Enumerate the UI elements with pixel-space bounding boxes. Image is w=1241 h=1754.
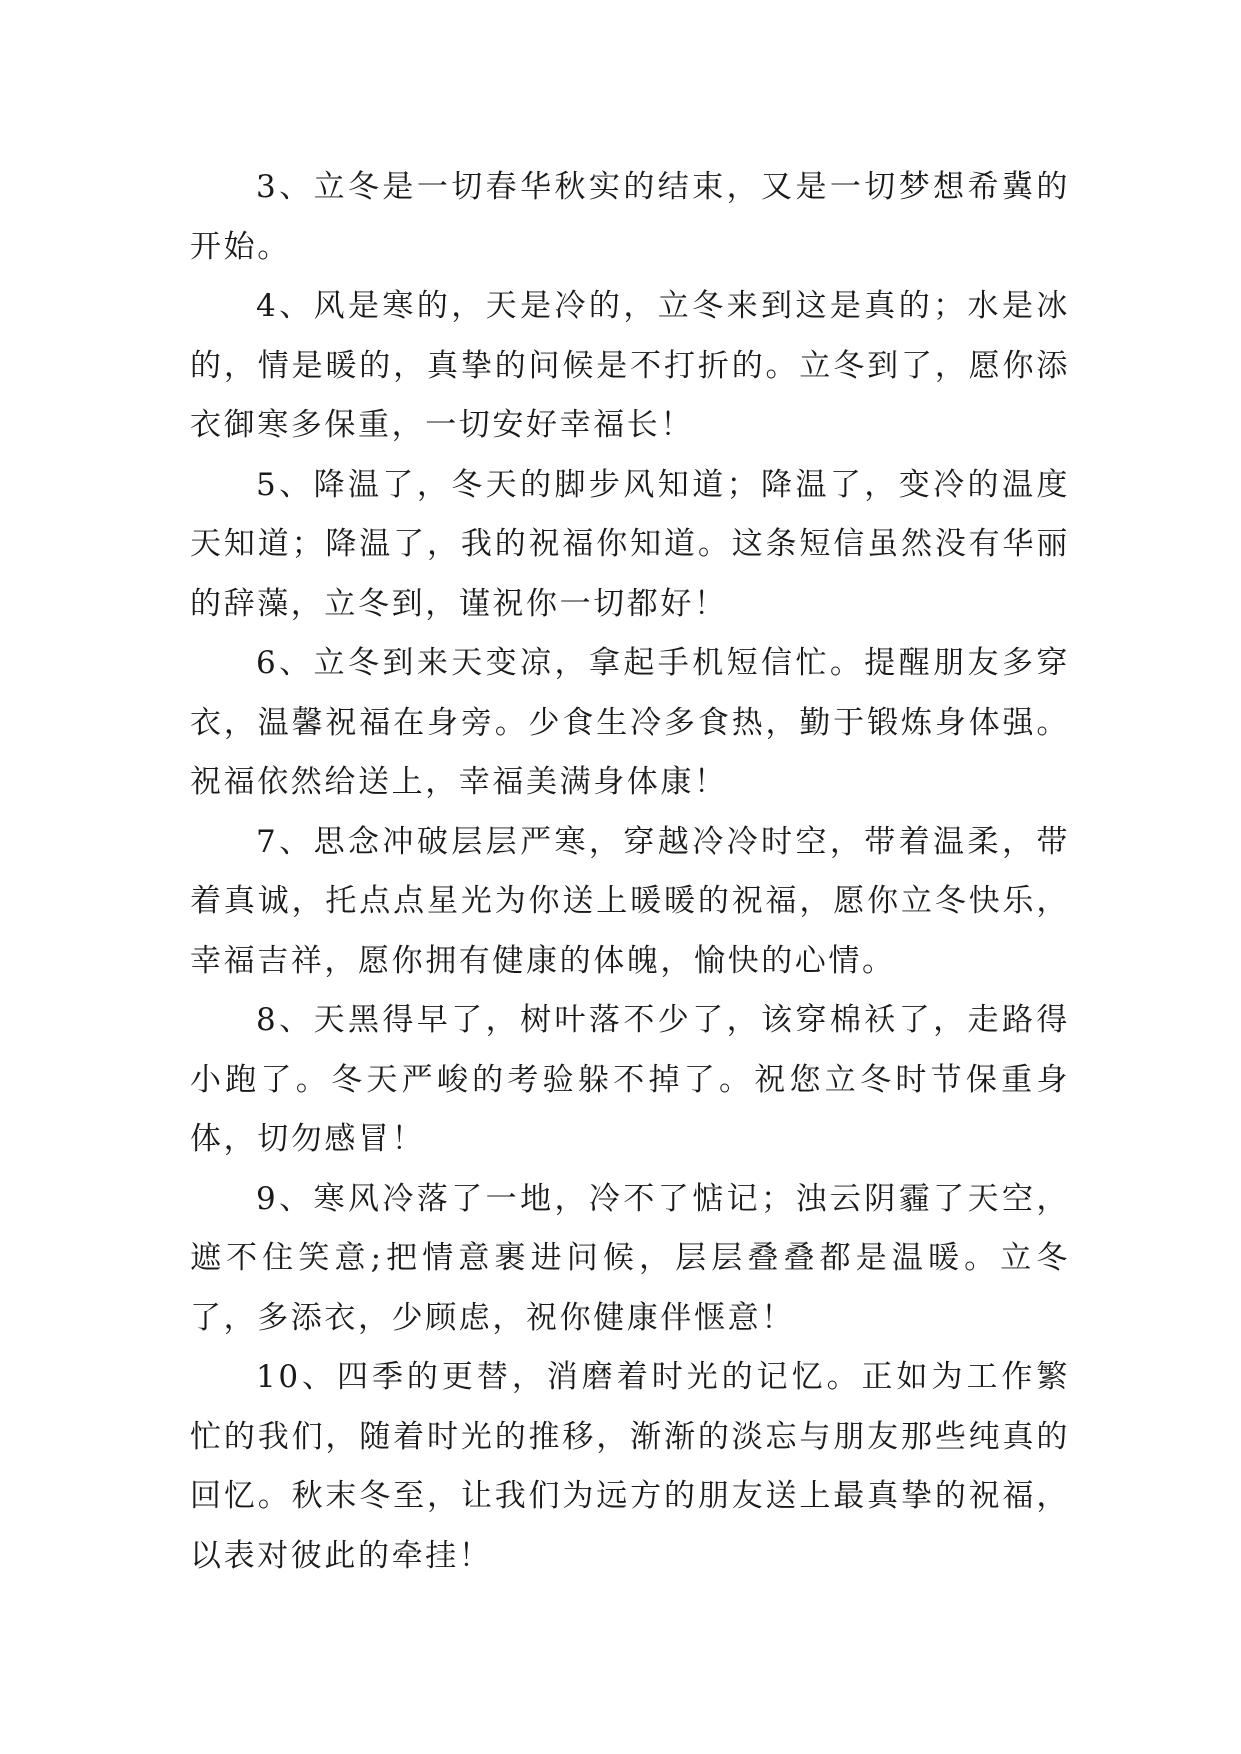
paragraph-3: 3、立冬是一切春华秋实的结束，又是一切梦想希冀的开始。 [190,169,1070,265]
paragraph-10: 10、四季的更替，消磨着时光的记忆。正如为工作繁忙的我们，随着时光的推移，渐渐的淡忘与朋友那些纯真的回忆。秋末冬至，让我们为远方的朋友送上最真挚的祝福，以表对彼此的牵挂！ [190,1359,1070,1574]
paragraph-7: 7、思念冲破层层严寒，穿越冷冷时空，带着温柔，带着真诚，托点点星光为你送上暖暖的祝福，愿你立冬快乐，幸福吉祥，愿你拥有健康的体魄，愉快的心情。 [190,823,1070,979]
paragraph-9: 9、寒风冷落了一地，冷不了惦记；浊云阴霾了天空，遮不住笑意;把情意裹进问候，层层叠叠都是温暖。立冬了，多添衣，少顾虑，祝你健康伴惬意！ [190,1180,1070,1336]
paragraph-4: 4、风是寒的，天是冷的，立冬来到这是真的；水是冰的，情是暖的，真挚的问候是不打折的。立冬到了，愿你添衣御寒多保重，一切安好幸福长！ [190,288,1070,443]
paragraph-6: 6、立冬到来天变凉，拿起手机短信忙。提醒朋友多穿衣，温馨祝福在身旁。少食生冷多食热，勤于锻炼身体强。祝福依然给送上，幸福美满身体康！ [190,645,1070,800]
paragraph-8: 8、天黑得早了，树叶落不少了，该穿棉袄了，走路得小跑了。冬天严峻的考验躲不掉了。祝您立冬时节保重身体，切勿感冒！ [190,1002,1070,1157]
document-body [190,158,1070,1586]
paragraph-5: 5、降温了，冬天的脚步风知道；降温了，变冷的温度天知道；降温了，我的祝福你知道。这条短信虽然没有华丽的辞藻，立冬到，谨祝你一切都好！ [190,466,1070,622]
